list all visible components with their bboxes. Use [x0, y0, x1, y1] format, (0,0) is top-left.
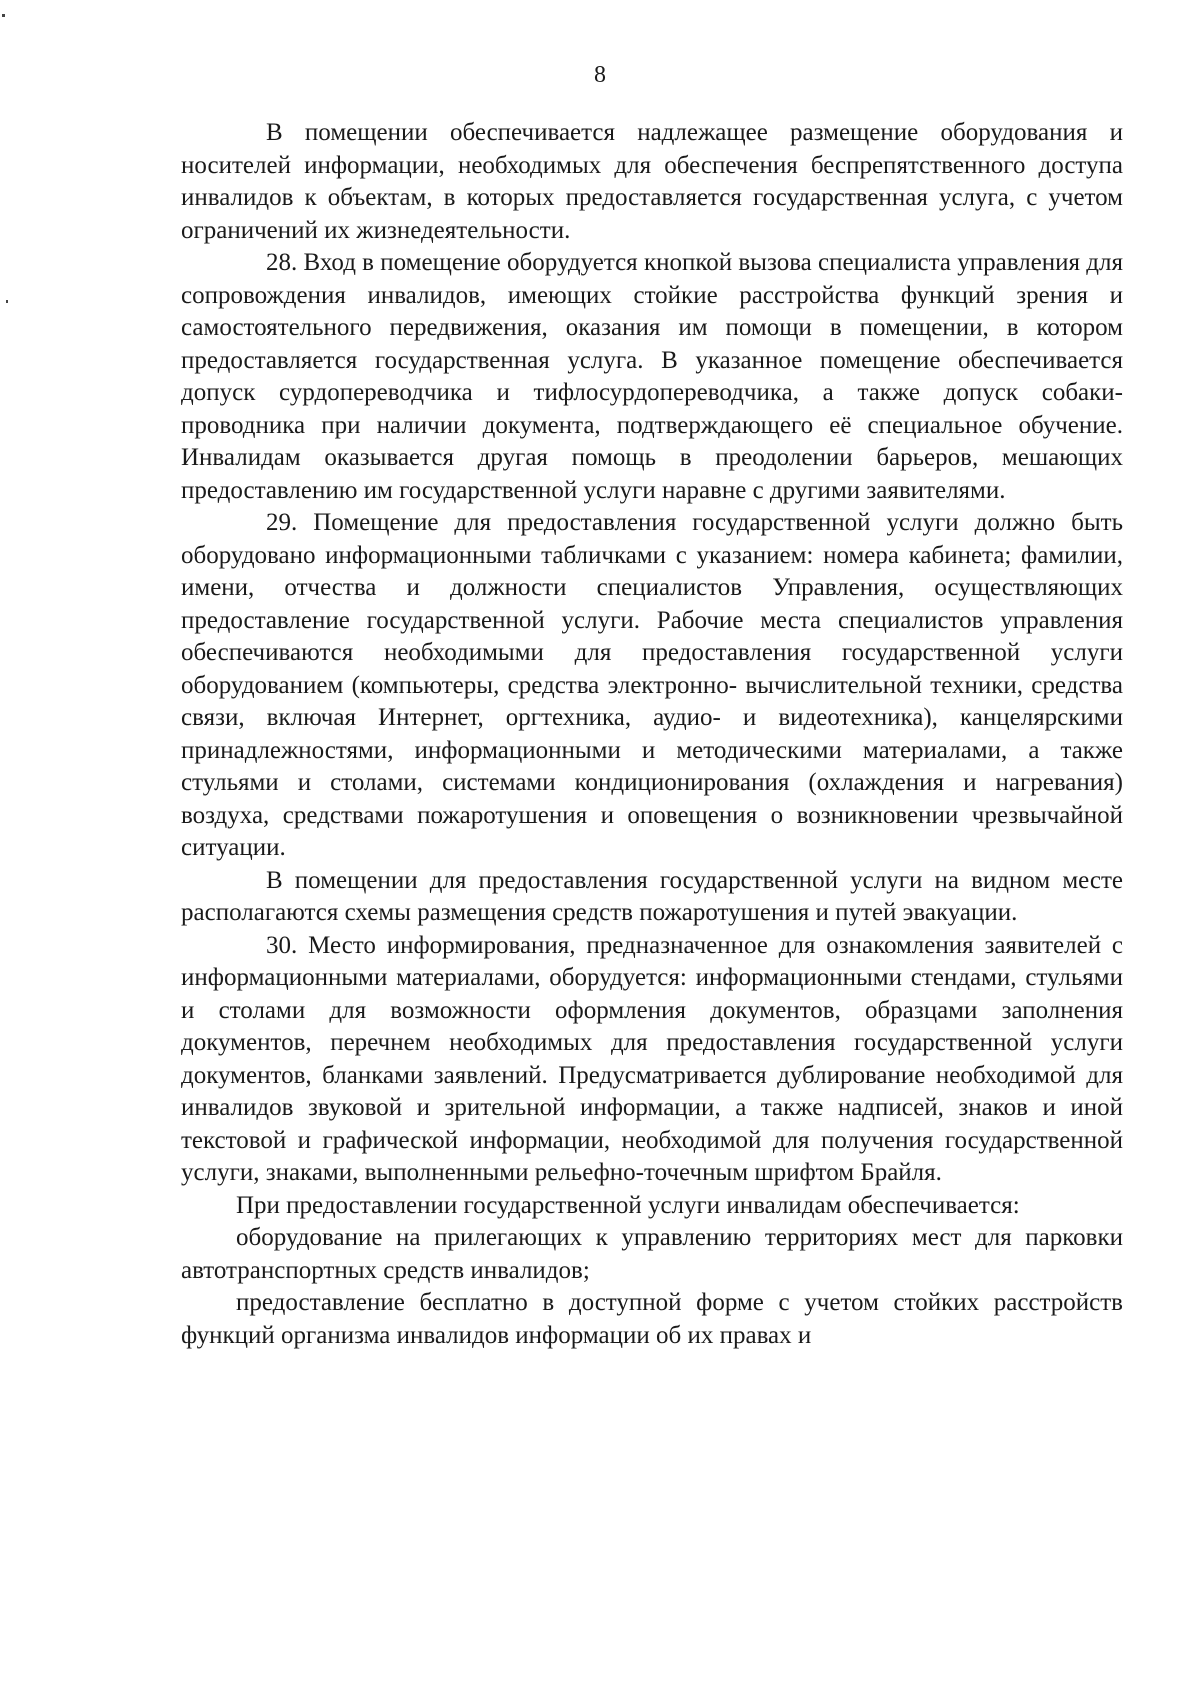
page-number: 8 — [594, 62, 606, 88]
paragraph-item-30: 30. Место информирования, предназначенное для ознакомления заявителей с информационными материалами, оборудуется: информационными стендами, стульями и столами для возможности оформления документов, образцами заполнения документов, перечнем необходимых для предоставления государственной услуги документов, бланками заявлений. Предусматривается дублирование необходимой для инвалидов звуковой и зрительной информации, а также надписей, знаков и иной текстовой и графической информации, необходимой для получения государственной услуги, знаками, выполненными рельефно-точечным шрифтом Брайля. — [181, 931, 1123, 1186]
paragraph-provision-intro: При предоставлении государственной услуги инвалидам обеспечивается: — [236, 1191, 1020, 1219]
paragraph-accessibility-equipment: В помещении обеспечивается надлежащее размещение оборудования и носителей информации, необходимых для обеспечения беспрепятственного доступа инвалидов к объектам, в которых предоставляется государственная услуга, с учетом ограничений их жизнедеятельности. — [181, 119, 1123, 244]
paragraph-free-information: предоставление бесплатно в доступной форме с учетом стойких расстройств функций организма инвалидов информации об их правах и — [181, 1289, 1123, 1349]
paragraph-item-29: 29. Помещение для предоставления государственной услуги должно быть оборудовано информационными табличками с указанием: номера кабинета; фамилии, имени, отчества и должности специалистов Управления, осуществляющих предоставление государственной услуги. Рабочие места специалистов управления обеспечиваются необходимыми для предоставления государственной услуги оборудованием (компьютеры, средства электронно- вычислительной техники, средства связи, включая Интернет, оргтехника, аудио- и видеотехника), канцелярскими принадлежностями, информационными и методическими материалами, а также стульями и столами, системами кондиционирования (охлаждения и нагревания) воздуха, средствами пожаротушения и оповещения о возникновении чрезвычайной ситуации. — [181, 509, 1123, 861]
paragraph-item-28: 28. Вход в помещение оборудуется кнопкой вызова специалиста управления для сопровождения инвалидов, имеющих стойкие расстройства функций зрения и самостоятельного передвижения, оказания им помощи в помещении, в котором предоставляется государственная услуга. В указанное помещение обеспечивается допуск сурдопереводчика и тифлосурдопереводчика, а также допуск собаки-проводника при наличии документа, подтверждающего её специальное обучение. Инвалидам оказывается другая помощь в преодолении барьеров, мешающих предоставлению им государственной услуги наравне с другими заявителями. — [181, 249, 1123, 504]
scan-artifact — [2, 14, 5, 17]
scan-artifact — [6, 300, 8, 303]
paragraph-evacuation-schemes: В помещении для предоставления государственной услуги на видном месте располагаются схемы размещения средств пожаротушения и путей эвакуации. — [181, 866, 1123, 926]
paragraph-parking: оборудование на прилегающих к управлению территориях мест для парковки автотранспортных средств инвалидов; — [181, 1224, 1123, 1284]
document-body — [181, 117, 1123, 1352]
